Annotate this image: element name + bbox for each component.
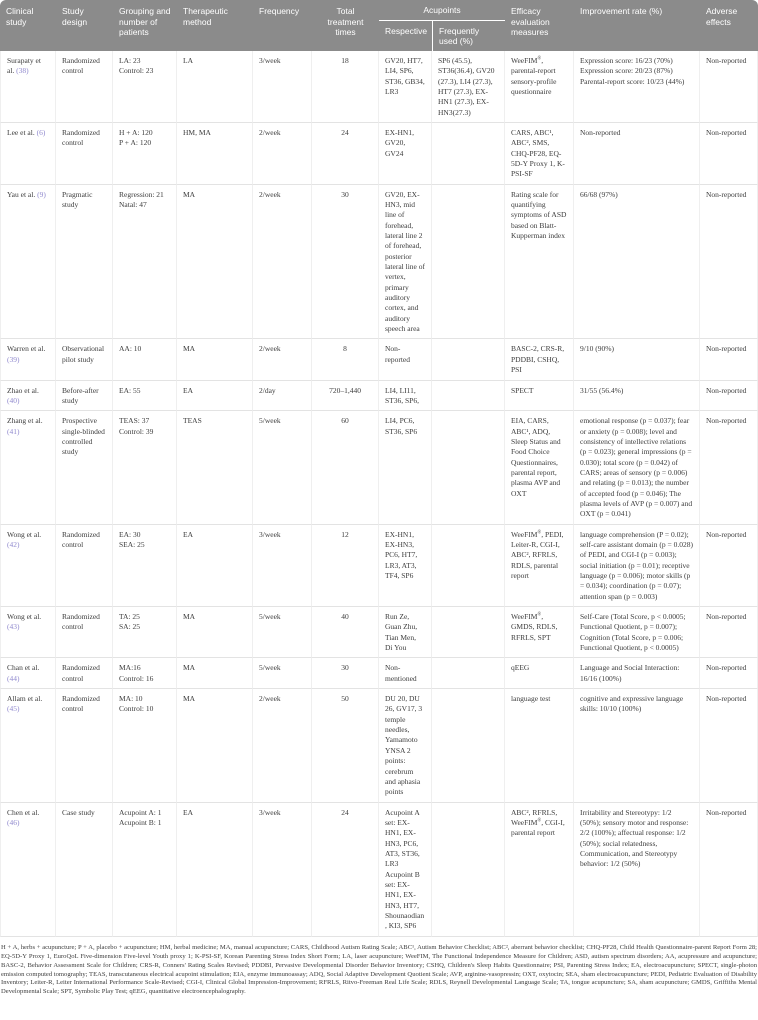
frequently-used-cell <box>432 689 505 802</box>
grouping-cell: LA: 23 Control: 23 <box>113 51 177 123</box>
frequently-used-cell <box>432 803 505 937</box>
efficacy-measures-cell: Rating scale for quantifying symptoms of ASD based on Blatt-Kupperman index <box>505 185 574 340</box>
table-row <box>0 525 758 607</box>
adverse-effects-cell: Non-reported <box>700 607 758 658</box>
frequency-cell: 3/week <box>253 51 312 123</box>
reference-link[interactable]: (42) <box>7 539 20 549</box>
design-cell: Randomized control <box>56 607 113 658</box>
reference-link[interactable]: (46) <box>7 817 20 827</box>
grouping-cell: TA: 25 SA: 25 <box>113 607 177 658</box>
table-row <box>0 803 758 937</box>
respective-acupoints-cell: Acupoint A set: EX-HN1, EX-HN3, PC6, AT3, ST36, LR3 Acupoint B set: EX-HN1, EX-HN3, HT7, Shounaodian, KI3, SP6 <box>379 803 432 937</box>
grouping-cell: Regression: 21 Natal: 47 <box>113 185 177 340</box>
efficacy-measures-cell: qEEG <box>505 658 574 689</box>
grouping-cell: H + A: 120 P + A: 120 <box>113 123 177 185</box>
design-cell: Prospective single-blinded controlled study <box>56 411 113 524</box>
frequency-cell: 2/week <box>253 123 312 185</box>
respective-acupoints-cell: GV20, EX-HN3, mid line of forehead, lateral line 2 of forehead, posterior lateral line of vertex, primary auditory cortex, and auditory speech area <box>379 185 432 340</box>
efficacy-measures-cell: SPECT <box>505 381 574 412</box>
adverse-effects-cell: Non-reported <box>700 658 758 689</box>
frequency-cell: 2/week <box>253 339 312 380</box>
treatment-times-cell: 24 <box>312 803 379 937</box>
improvement-rate-cell: emotional response (p = 0.037); fear or anxiety (p = 0.008); level and consistency of intellective relations (p = 0.023); general impressions (p = 0.030); total score (p = 0.042) of CARS; areas of sensory (p = 0.006) and relating (p = 0.013); the number of accepted food (p = 0.046); The plasma levels of AVP (p = 0.007) and OXT (p = 0.041) <box>574 411 700 524</box>
study-cell: Yau et al. (9) <box>0 185 56 340</box>
efficacy-measures-cell: WeeFIM®, GMDS, RDLS, RFRLS, SPT <box>505 607 574 658</box>
design-cell: Before-after study <box>56 381 113 412</box>
col-header-treatment-times: Total treatment times <box>312 0 379 51</box>
treatment-times-cell: 50 <box>312 689 379 802</box>
study-cell: Zhao et al. (40) <box>0 381 56 412</box>
improvement-rate-cell: language comprehension (P = 0.02); self-care assistant domain (p = 0.028) of PEDI, and CGI-I (p = 0.003); social initiation (p = 0.01); receptive language (p = 0.006); motor skills (p = 0.034); coordination (p = 0.07); attention span (p = 0.003) <box>574 525 700 607</box>
table-row <box>0 607 758 658</box>
treatment-times-cell: 12 <box>312 525 379 607</box>
table-row <box>0 51 758 123</box>
col-header-therapeutic-method: Therapeutic method <box>177 0 253 51</box>
reference-link[interactable]: (41) <box>7 426 20 436</box>
col-header-study-design: Study design <box>56 0 113 51</box>
respective-acupoints-cell: Non-mentioned <box>379 658 432 689</box>
efficacy-measures-cell: EIA, CARS, ABC¹, ADQ, Sleep Status and Food Choice Questionnaires, parental report, plasma AVP and OXT <box>505 411 574 524</box>
reference-link[interactable]: (44) <box>7 673 20 683</box>
col-header-frequency: Frequency <box>253 0 312 51</box>
table-row <box>0 381 758 412</box>
col-header-respective: Respective <box>379 21 432 51</box>
grouping-cell: EA: 30 SEA: 25 <box>113 525 177 607</box>
grouping-cell: MA:16 Control: 16 <box>113 658 177 689</box>
study-cell: Warren et al. (39) <box>0 339 56 380</box>
table-row <box>0 339 758 380</box>
frequently-used-cell <box>432 381 505 412</box>
efficacy-measures-cell: language test <box>505 689 574 802</box>
improvement-rate-cell: Self-Care (Total Score, p < 0.0005; Functional Quotient, p = 0.007); Cognition (Total Score, p = 0.006; Functional Quotient, p < 0.0005) <box>574 607 700 658</box>
respective-acupoints-cell: GV20, HT7, LI4, SP6, ST36, GB34, LR3 <box>379 51 432 123</box>
study-cell: Zhang et al. (41) <box>0 411 56 524</box>
frequently-used-cell <box>432 658 505 689</box>
treatment-times-cell: 24 <box>312 123 379 185</box>
respective-acupoints-cell: DU 20, DU 26, GV17, 3 temple needles, Yamamoto YNSA 2 points: cerebrum and aphasia points <box>379 689 432 802</box>
respective-acupoints-cell: EX-HN1, EX-HN3, PC6, HT7, LR3, AT3, TF4, SP6 <box>379 525 432 607</box>
table-footnote: H + A, herbs + acupuncture; P + A, placebo + acupuncture; HM, herbal medicine; MA, manual acupuncture; CARS, Childhood Autism Rating Scale; ABC¹, Autism Behavior Checklist; ABC², aberrant behavior checklist; CHQ-PF28, Child Health Questionnaire-parent Report Form 28; EQ-5D-Y Proxy 1, EuroQoL Five-dimension Five-level Youth proxy 1; K-PSI-SF, Korean Parenting Stress Index Short Form; LA, laser acupuncture; WeeFIM, The Functional Independence Measure for Children; ASD, autism spectrum disorders; AA, acupressure and acupuncture; BASC-2, Behavior Assessment Scale for Children; CRS-R, Conners' Rating Scales Revised; PDDBI, Pervasive Developmental Disorder Behavior Inventory; CSHQ, Children's Sleep Habits Questionnaire; PSI, Parenting Stress Index; EA, electroacupuncture; SPECT, single-photon emission computed tomography; TEAS, transcutaneous electrical acupoint stimulation; EIA, enzyme immunoassay; ADQ, Social Adaptive Development Quotient Scale; AVP, arginine-vasopressin; OXT, oxytocin; SEA, sham electroacupuncture; PEDI, Pediatric Evaluation of Disability Inventory; Leiter-R, Leiter International Performance Scale-Revised; CGI-I, Clinical Global Impression-Improvement; RFRLS, Ritvo-Freeman Real Life Scale; RDLS, Reynell Developmental Language Scale; TA, tongue acupuncture; SA, sham acupuncture; GMDS, Griffiths Mental Developmental Scale; SPT, Symbolic Play Test; qEEG, quantitative electroencephalography. <box>1 943 757 996</box>
improvement-rate-cell: Non-reported <box>574 123 700 185</box>
respective-acupoints-cell: LI4, LI11, ST36, SP6, <box>379 381 432 412</box>
col-header-clinical-study: Clinical study <box>0 0 56 51</box>
treatment-times-cell: 60 <box>312 411 379 524</box>
grouping-cell: MA: 10 Control: 10 <box>113 689 177 802</box>
study-cell: Allam et al. (45) <box>0 689 56 802</box>
table-header <box>0 0 758 51</box>
improvement-rate-cell: Language and Social Interaction: 16/16 (100%) <box>574 658 700 689</box>
study-cell: Wong et al. (43) <box>0 607 56 658</box>
respective-acupoints-cell: Non-reported <box>379 339 432 380</box>
method-cell: MA <box>177 689 253 802</box>
improvement-rate-cell: cognitive and expressive language skills: 10/10 (100%) <box>574 689 700 802</box>
study-cell: Lee et al. (6) <box>0 123 56 185</box>
treatment-times-cell: 30 <box>312 185 379 340</box>
col-header-grouping: Grouping and number of patients <box>113 0 177 51</box>
col-header-acupoints: Acupoints <box>379 0 505 21</box>
adverse-effects-cell: Non-reported <box>700 411 758 524</box>
respective-acupoints-cell: LI4, PC6, ST36, SP6 <box>379 411 432 524</box>
study-cell: Wong et al. (42) <box>0 525 56 607</box>
design-cell: Randomized control <box>56 525 113 607</box>
adverse-effects-cell: Non-reported <box>700 185 758 340</box>
improvement-rate-cell: 9/10 (90%) <box>574 339 700 380</box>
method-cell: MA <box>177 607 253 658</box>
frequency-cell: 3/week <box>253 525 312 607</box>
table-row <box>0 185 758 340</box>
frequency-cell: 2/week <box>253 689 312 802</box>
col-header-frequently-used: Frequently used (%) <box>432 21 505 51</box>
frequency-cell: 5/week <box>253 658 312 689</box>
design-cell: Randomized control <box>56 51 113 123</box>
grouping-cell: AA: 10 <box>113 339 177 380</box>
treatment-times-cell: 18 <box>312 51 379 123</box>
frequently-used-cell <box>432 525 505 607</box>
frequently-used-cell <box>432 607 505 658</box>
adverse-effects-cell: Non-reported <box>700 123 758 185</box>
study-cell: Chen et al. (46) <box>0 803 56 937</box>
treatment-times-cell: 30 <box>312 658 379 689</box>
frequency-cell: 5/week <box>253 411 312 524</box>
col-header-improvement-rate: Improvement rate (%) <box>574 0 700 51</box>
efficacy-measures-cell: CARS, ABC¹, ABC², SMS, CHQ-PF28, EQ-5D-Y Proxy 1, K-PSI-SF <box>505 123 574 185</box>
method-cell: LA <box>177 51 253 123</box>
frequently-used-cell <box>432 339 505 380</box>
adverse-effects-cell: Non-reported <box>700 51 758 123</box>
efficacy-measures-cell: BASC-2, CRS-R, PDDBI, CSHQ, PSI <box>505 339 574 380</box>
design-cell: Pragmatic study <box>56 185 113 340</box>
adverse-effects-cell: Non-reported <box>700 689 758 802</box>
method-cell: TEAS <box>177 411 253 524</box>
method-cell: MA <box>177 185 253 340</box>
study-cell: Chan et al. (44) <box>0 658 56 689</box>
treatment-times-cell: 8 <box>312 339 379 380</box>
table-row <box>0 123 758 185</box>
table-row <box>0 411 758 524</box>
adverse-effects-cell: Non-reported <box>700 381 758 412</box>
method-cell: MA <box>177 339 253 380</box>
table-body <box>0 51 758 937</box>
table-row <box>0 689 758 802</box>
frequency-cell: 3/week <box>253 803 312 937</box>
method-cell: MA <box>177 658 253 689</box>
efficacy-measures-cell: WeeFIM®, PEDI, Leiter-R, CGI-I, ABC², RFRLS, RDLS, parental report <box>505 525 574 607</box>
grouping-cell: TEAS: 37 Control: 39 <box>113 411 177 524</box>
efficacy-measures-cell: ABC², RFRLS, WeeFIM®, CGI-I, parental report <box>505 803 574 937</box>
method-cell: EA <box>177 803 253 937</box>
frequently-used-cell <box>432 185 505 340</box>
improvement-rate-cell: Irritability and Stereotypy: 1/2 (50%); sensory motor and response: 2/2 (100%); affectual response: 1/2 (50%); social relatedness, Communication, and Stereotypy behavior: 1/2 (50%) <box>574 803 700 937</box>
respective-acupoints-cell: EX-HN1, GV20, GV24 <box>379 123 432 185</box>
method-cell: HM, MA <box>177 123 253 185</box>
treatment-times-cell: 40 <box>312 607 379 658</box>
study-cell: Surapaty et al. (38) <box>0 51 56 123</box>
frequency-cell: 2/week <box>253 185 312 340</box>
efficacy-measures-cell: WeeFIM®, parental-report sensory-profile questionnaire <box>505 51 574 123</box>
reference-link[interactable]: (39) <box>7 354 20 364</box>
method-cell: EA <box>177 381 253 412</box>
improvement-rate-cell: Expression score: 16/23 (70%) Expression score: 20/23 (87%) Parental-report score: 10/23 (44%) <box>574 51 700 123</box>
design-cell: Randomized control <box>56 123 113 185</box>
frequently-used-cell: SP6 (45.5), ST36(36.4), GV20 (27.3), LI4 (27.3), HT7 (27.3), EX-HN1 (27.3), EX-HN3(27.3) <box>432 51 505 123</box>
respective-acupoints-cell: Run Ze, Guan Zhu, Tian Men, Di You <box>379 607 432 658</box>
reference-link[interactable]: (43) <box>7 622 20 632</box>
treatment-times-cell: 720–1,440 <box>312 381 379 412</box>
reference-link[interactable]: (40) <box>7 395 20 405</box>
method-cell: EA <box>177 525 253 607</box>
grouping-cell: Acupoint A: 1 Acupoint B: 1 <box>113 803 177 937</box>
reference-link[interactable]: (45) <box>7 704 20 714</box>
frequency-cell: 2/day <box>253 381 312 412</box>
col-header-adverse-effects: Adverse effects <box>700 0 758 51</box>
design-cell: Case study <box>56 803 113 937</box>
design-cell: Observational pilot study <box>56 339 113 380</box>
adverse-effects-cell: Non-reported <box>700 339 758 380</box>
reference-link[interactable]: (38) <box>16 66 29 76</box>
improvement-rate-cell: 66/68 (97%) <box>574 185 700 340</box>
frequently-used-cell <box>432 123 505 185</box>
reference-link[interactable]: (9) <box>37 189 46 199</box>
grouping-cell: EA: 55 <box>113 381 177 412</box>
design-cell: Randomized control <box>56 658 113 689</box>
reference-link[interactable]: (6) <box>36 127 46 137</box>
improvement-rate-cell: 31/55 (56.4%) <box>574 381 700 412</box>
table-row <box>0 658 758 689</box>
adverse-effects-cell: Non-reported <box>700 803 758 937</box>
adverse-effects-cell: Non-reported <box>700 525 758 607</box>
frequency-cell: 5/week <box>253 607 312 658</box>
design-cell: Randomized control <box>56 689 113 802</box>
col-header-efficacy: Efficacy evaluation measures <box>505 0 574 51</box>
frequently-used-cell <box>432 411 505 524</box>
